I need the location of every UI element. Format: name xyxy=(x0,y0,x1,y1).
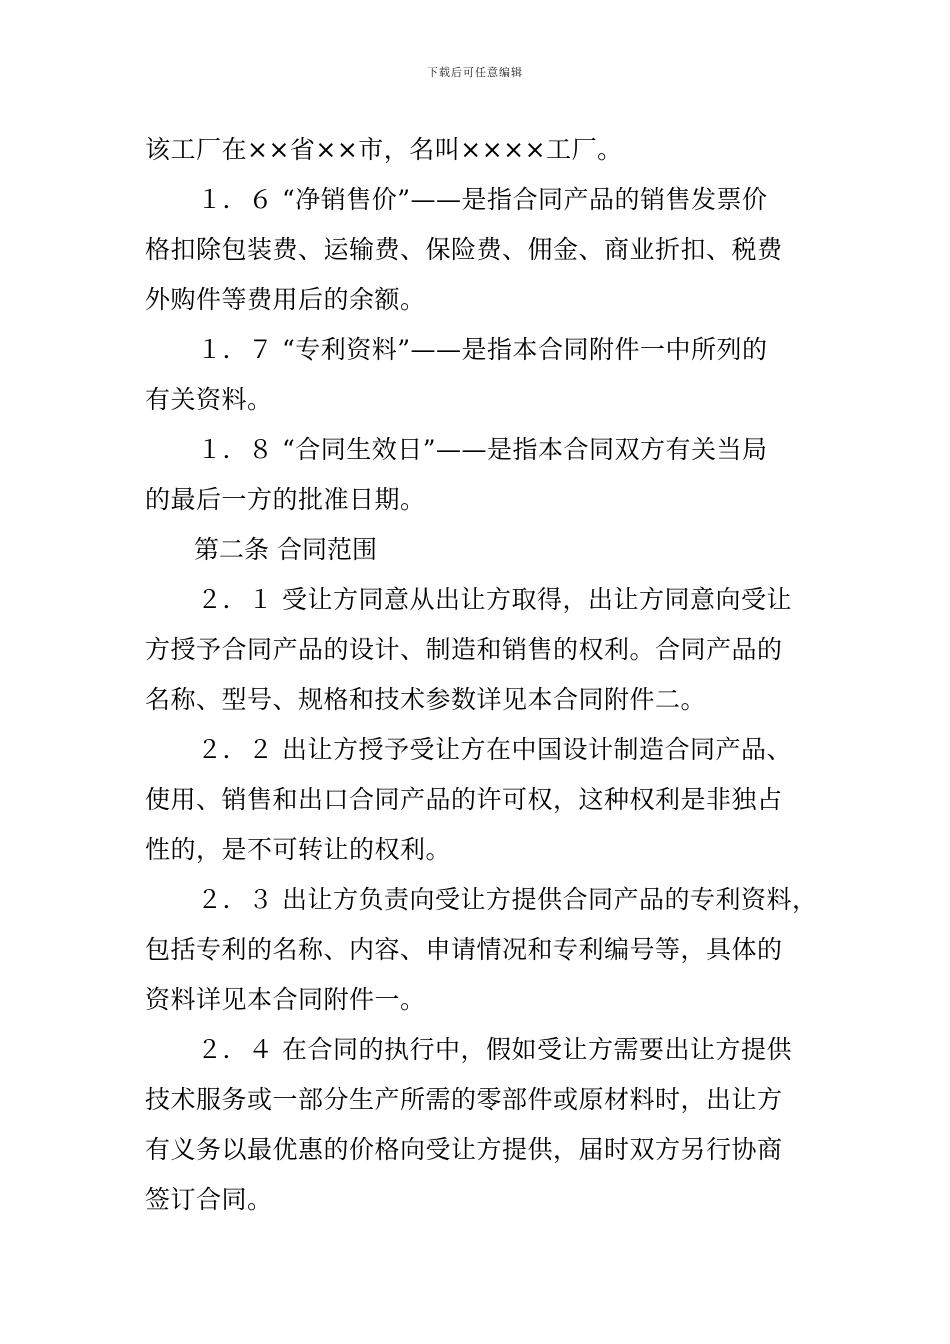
clause-2-1-line: ２．１ 受让方同意从出让方取得，出让方同意向受让 xyxy=(197,585,792,614)
body-line: 该工厂在××省××市，名叫××××工厂。 xyxy=(145,135,623,164)
body-line: 格扣除包装费、运输费、保险费、佣金、商业折扣、税费 xyxy=(145,235,783,264)
body-line: 方授予合同产品的设计、制造和销售的权利。合同产品的 xyxy=(145,635,783,664)
body-line: 包括专利的名称、内容、申请情况和专利编号等，具体的 xyxy=(145,935,783,964)
section-heading: 第二条 合同范围 xyxy=(194,535,377,564)
body-line: 资料详见本合同附件一。 xyxy=(145,985,426,1014)
body-line: 签订合同。 xyxy=(145,1185,273,1214)
body-line: 的最后一方的批准日期。 xyxy=(145,485,426,514)
body-line: 有关资料。 xyxy=(145,385,273,414)
clause-1-7-line: １．７ “专利资料”——是指本合同附件一中所列的 xyxy=(197,335,768,364)
body-line: 名称、型号、规格和技术参数详见本合同附件二。 xyxy=(145,685,707,714)
clause-1-6-line: １．６ “净销售价”——是指合同产品的销售发票价 xyxy=(197,185,768,214)
clause-2-3-line: ２．３ 出让方负责向受让方提供合同产品的专利资料， xyxy=(197,885,818,914)
body-line: 技术服务或一部分生产所需的零部件或原材料时，出让方 xyxy=(145,1085,783,1114)
body-line: 外购件等费用后的余额。 xyxy=(145,285,426,314)
clause-2-2-line: ２．２ 出让方授予受让方在中国设计制造合同产品、 xyxy=(197,735,792,764)
header-note: 下载后可任意编辑 xyxy=(427,66,523,79)
clause-2-4-line: ２．４ 在合同的执行中，假如受让方需要出让方提供 xyxy=(197,1035,792,1064)
clause-1-8-line: １．８ “合同生效日”——是指本合同双方有关当局 xyxy=(197,435,768,464)
body-line: 性的，是不可转让的权利。 xyxy=(145,835,452,864)
body-line: 有义务以最优惠的价格向受让方提供，届时双方另行协商 xyxy=(145,1135,783,1164)
body-line: 使用、销售和出口合同产品的许可权，这种权利是非独占 xyxy=(145,785,783,814)
